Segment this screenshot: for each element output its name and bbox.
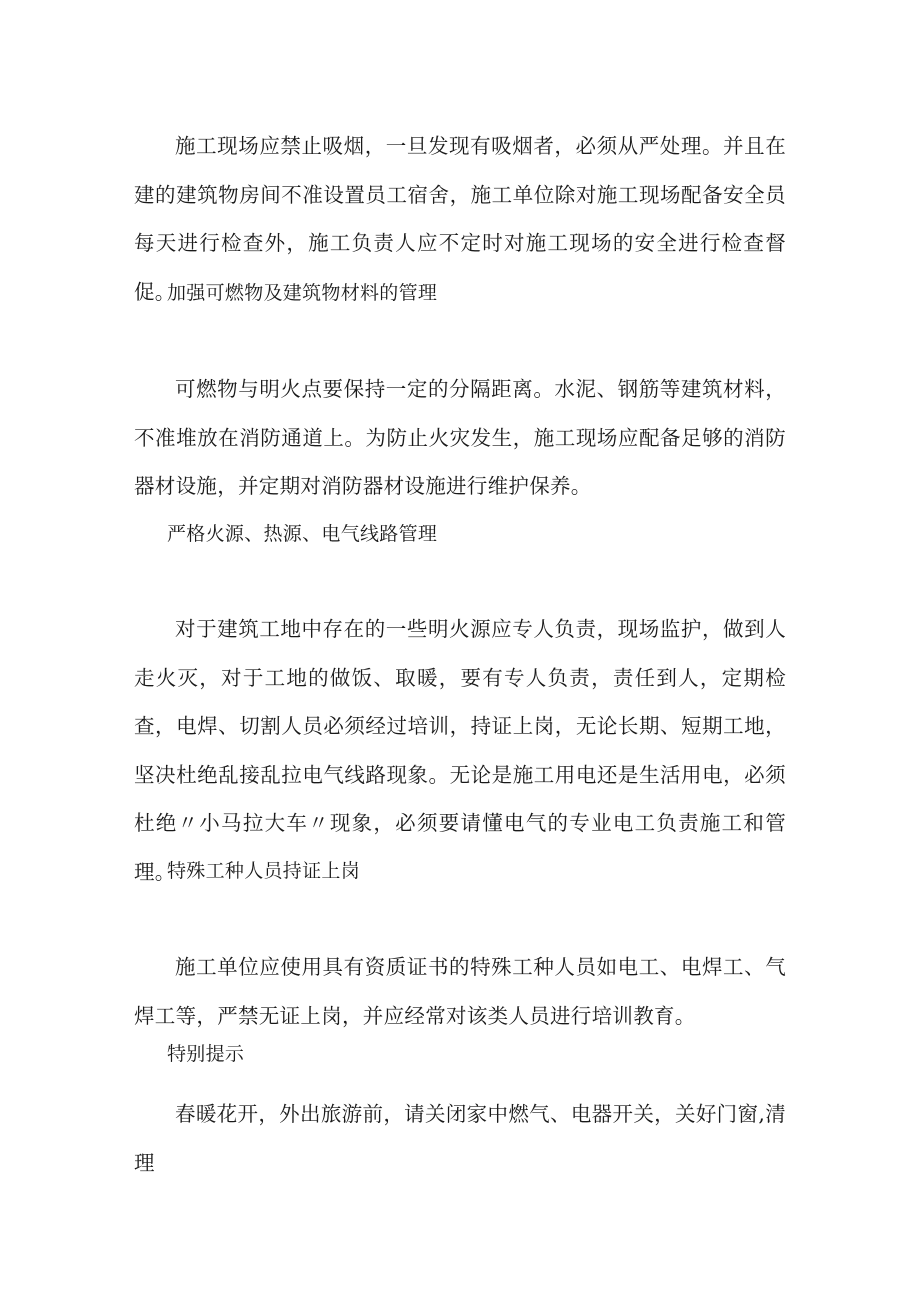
paragraph-combustibles: 可燃物与明火点要保持一定的分隔距离。水泥、钢筋等建筑材料，不准堆放在消防通道上。为防止火灾发生，施工现场应配备足够的消防器材设施，并定期对消防器材设施进行维护保养。 <box>134 377 786 498</box>
heading-special-notice: 特别提示 <box>167 1043 245 1065</box>
heading-special-workers: 特殊工种人员持证上岗 <box>167 860 361 882</box>
heading-combustibles-management: 加强可燃物及建筑物材料的管理 <box>167 282 438 304</box>
paragraph-travel-notice: 春暖花开，外出旅游前，请关闭家中燃气、电器开关，关好门窗,清理 <box>134 1102 786 1175</box>
paragraph-special-workers: 施工单位应使用具有资质证书的特殊工种人员如电工、电焊工、气焊工等，严禁无证上岗，并应经常对该类人员进行培训教育。 <box>134 955 786 1028</box>
paragraph-fire-sources: 对于建筑工地中存在的一些明火源应专人负责，现场监护，做到人走火灭，对于工地的做饭、取暖，要有专人负责，责任到人，定期检查，电焊、切割人员必须经过培训，持证上岗，无论长期、短期工地，坚决杜绝乱接乱拉电气线路现象。无论是施工用电还是生活用电，必须杜绝〃小马拉大车〃现象，必须要请懂电气的专业电工负责施工和管理。 <box>134 617 786 884</box>
heading-fire-heat-wiring: 严格火源、热源、电气线路管理 <box>167 523 438 545</box>
paragraph-smoking-ban: 施工现场应禁止吸烟，一旦发现有吸烟者，必须从严处理。并且在建的建筑物房间不准设置员工宿舍，施工单位除对施工现场配备安全员每天进行检查外，施工负责人应不定时对施工现场的安全进行检查督促。 <box>134 134 786 304</box>
